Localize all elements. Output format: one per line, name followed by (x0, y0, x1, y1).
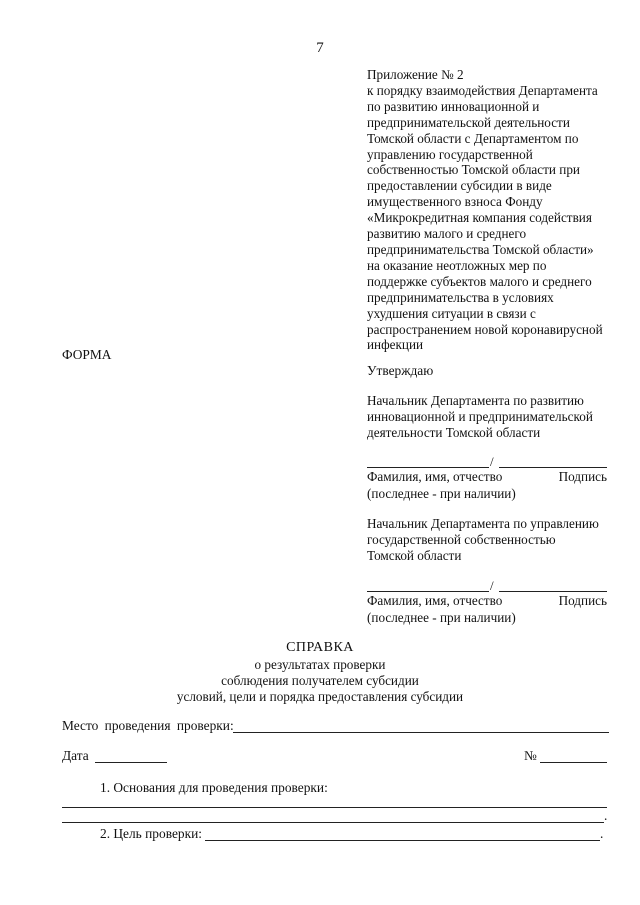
approver1-position (367, 393, 627, 442)
item2-label: 2. Цель проверки: (100, 826, 202, 841)
subtitle-line: соблюдения получателем субсидии (221, 673, 419, 688)
date-input-line[interactable] (95, 762, 167, 763)
name-note: (последнее - при наличии) (367, 485, 516, 501)
sign-caption: Подпись (558, 593, 607, 608)
document-title: СПРАВКА (286, 640, 354, 655)
appendix-line: предпринимательской деятельности (367, 114, 570, 130)
appendix-line: распространением новой коронавирусной (367, 321, 603, 337)
approver1-captions (367, 469, 607, 502)
appendix-line: предпринимательства в условиях (367, 289, 554, 305)
appendix-line: имущественного взноса Фонду (367, 194, 543, 210)
appendix-line: по развитию инновационной и (367, 98, 540, 114)
appendix-line: Приложение № 2 (367, 67, 464, 82)
appendix-line: развитию малого и среднего (367, 226, 527, 242)
name-caption: Фамилия, имя, отчество (367, 469, 503, 484)
approver2-line: Начальник Департамента по управлению (367, 516, 599, 531)
appendix-line: предпринимательства Томской области» (367, 241, 594, 257)
approver2-position (367, 516, 627, 565)
page-number: 7 (316, 40, 324, 56)
slash: / (490, 578, 494, 593)
approver1-line: инновационной и предпринимательской (367, 409, 593, 425)
appendix-line: инфекции (367, 337, 424, 353)
name-blank[interactable] (367, 591, 489, 592)
approve-label: Утверждаю (367, 363, 434, 378)
form-label: ФОРМА (62, 347, 112, 362)
item2-period: . (600, 826, 604, 841)
slash: / (490, 454, 494, 469)
sign-caption: Подпись (558, 469, 607, 484)
subtitle-line: условий, цели и порядка предоставления субсидии (176, 689, 464, 704)
appendix-line: поддержке субъектов малого и среднего (367, 273, 592, 289)
appendix-line: предоставлении субсидии в виде (367, 178, 552, 194)
document-subtitle (0, 657, 640, 705)
date-label: Дата (62, 748, 89, 763)
signature-blank[interactable] (499, 467, 607, 468)
item1-input-line[interactable] (62, 822, 604, 823)
approver1-line: деятельности Томской области (367, 425, 541, 441)
appendix-line: управлению государственной (367, 146, 533, 162)
approver2-line: Томской области (367, 548, 462, 564)
appendix-line: на оказание неотложных мер по (367, 257, 547, 273)
name-caption: Фамилия, имя, отчество (367, 593, 503, 608)
subtitle-line: о результатах проверки (254, 657, 386, 672)
item1-label: 1. Основания для проведения проверки: (100, 780, 328, 795)
item1-input-line[interactable] (62, 807, 607, 808)
appendix-line: собственностью Томской области при (367, 162, 580, 178)
item1-period: . (604, 808, 608, 823)
appendix-header (367, 67, 627, 353)
approver2-line: государственной собственностью (367, 532, 556, 548)
place-input-line[interactable] (233, 732, 609, 733)
number-input-line[interactable] (540, 762, 607, 763)
name-blank[interactable] (367, 467, 489, 468)
appendix-line: к порядку взаимодействия Департамента (367, 82, 598, 98)
appendix-line: ухудшения ситуации в связи с (367, 305, 536, 321)
item2-input-line[interactable] (205, 840, 600, 841)
approver2-captions (367, 593, 607, 626)
approver1-line: Начальник Департамента по развитию (367, 393, 584, 408)
name-note: (последнее - при наличии) (367, 609, 516, 625)
appendix-line: Томской области с Департаментом по (367, 130, 579, 146)
place-label: Место проведения проверки: (62, 718, 234, 733)
number-label: № (524, 748, 537, 763)
appendix-line: «Микрокредитная компания содействия (367, 210, 592, 226)
signature-blank[interactable] (499, 591, 607, 592)
